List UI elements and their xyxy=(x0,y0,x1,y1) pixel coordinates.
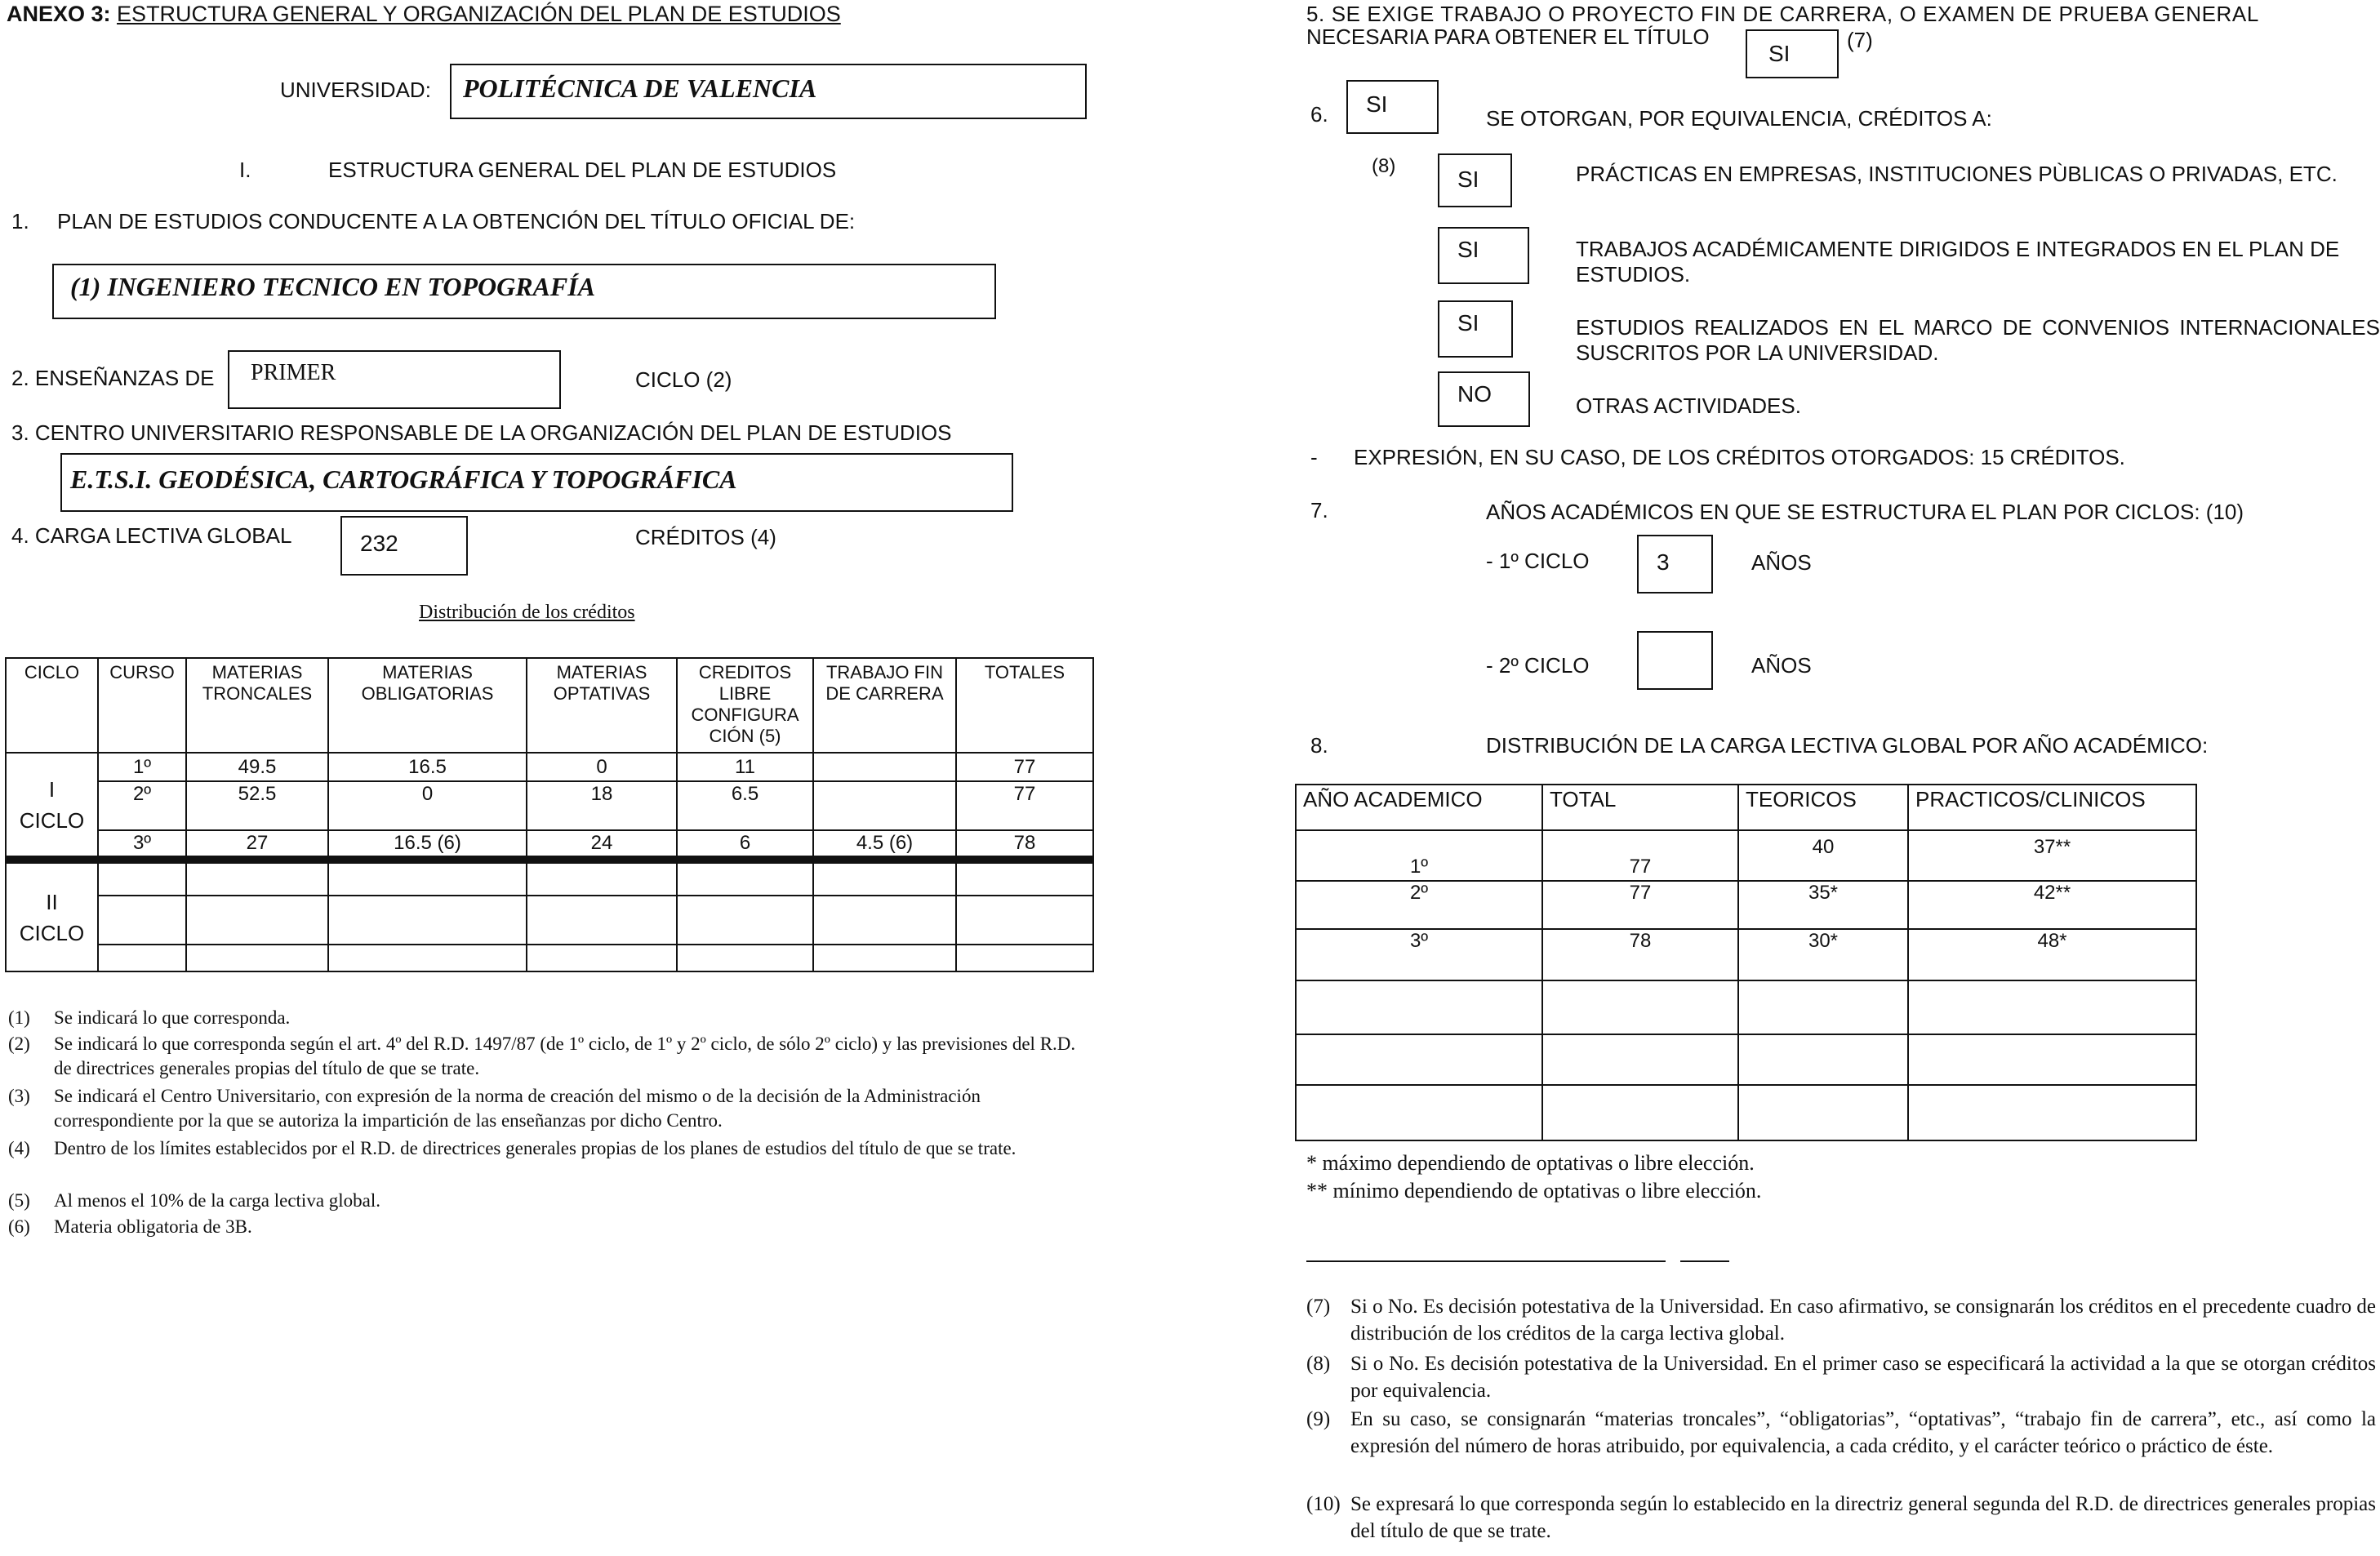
table-cell xyxy=(1738,1034,1908,1085)
universidad-field xyxy=(450,64,1087,119)
table-cell xyxy=(328,896,527,945)
header-total: TOTAL xyxy=(1542,785,1738,830)
table-row xyxy=(1296,1085,2196,1140)
table-cell: 18 xyxy=(527,781,677,830)
left-note-6 xyxy=(8,1215,1086,1239)
q5-line2: NECESARIA PARA OBTENER EL TÍTULO xyxy=(1306,24,1710,49)
table-cell: 77 xyxy=(956,753,1093,781)
table-cell xyxy=(1296,980,1542,1034)
universidad-value: POLITÉCNICA DE VALENCIA xyxy=(463,73,817,103)
table-cell xyxy=(677,860,813,896)
table-cell xyxy=(98,945,186,971)
table-cell: 2º xyxy=(1296,881,1542,929)
note-number: (2) xyxy=(8,1034,30,1054)
table-cell xyxy=(956,896,1093,945)
table-cell xyxy=(1296,1034,1542,1085)
otras-field xyxy=(1438,371,1530,427)
table-cell xyxy=(1738,1085,1908,1140)
header-ano-academico: AÑO ACADEMICO xyxy=(1296,785,1542,830)
table-cell: 6.5 xyxy=(677,781,813,830)
titulo-value: (1) INGENIERO TECNICO EN TOPOGRAFÍA xyxy=(70,272,596,301)
table-cell: 42** xyxy=(1908,881,2196,929)
table-cell xyxy=(813,896,956,945)
note-text: Se indicará lo que corresponda. xyxy=(54,1007,291,1028)
table-row xyxy=(1296,929,2196,980)
table-cell xyxy=(1738,980,1908,1034)
note-number: (8) xyxy=(1306,1353,1331,1375)
title-text: ESTRUCTURA GENERAL Y ORGANIZACIÓN DEL PLAN DE ESTUDIOS xyxy=(117,2,841,26)
header-totales: TOTALES xyxy=(956,658,1093,753)
table-cell: 6 xyxy=(677,830,813,860)
left-note-1 xyxy=(8,1006,1086,1030)
trabajos-value: SI xyxy=(1457,237,1479,262)
q8-label: DISTRIBUCIÓN DE LA CARGA LECTIVA GLOBAL POR AÑO ACADÉMICO: xyxy=(1486,733,2209,758)
practicas-text: PRÁCTICAS EN EMPRESAS, INSTITUCIONES PÙBLICAS O PRIVADAS, ETC. xyxy=(1576,162,2338,186)
table-cell: 11 xyxy=(677,753,813,781)
header-troncales: MATERIAS TRONCALES xyxy=(186,658,328,753)
header-curso: CURSO xyxy=(98,658,186,753)
ciclo1-years-value: 3 xyxy=(1657,549,1670,575)
table-cell xyxy=(813,753,956,781)
ciclo2-years-field xyxy=(1637,631,1713,690)
asterisk-note-1: * máximo dependiendo de optativas o libre elección. xyxy=(1306,1151,1755,1175)
header-practicos: PRACTICOS/CLINICOS xyxy=(1908,785,2196,830)
table-row xyxy=(6,860,1093,896)
trabajos-field xyxy=(1438,227,1529,284)
table-cell: 77 xyxy=(1542,881,1738,929)
ciclo-i-label: I CICLO xyxy=(6,753,98,860)
note-text: Al menos el 10% de la carga lectiva global. xyxy=(54,1190,381,1211)
note-text: Se indicará lo que corresponda según el art. 4º del R.D. 1497/87 (de 1º ciclo, de 1º y 2º ciclo, de sólo 2º ciclo) y las previsiones del R.D. de directrices generales propias del título de que se trate. xyxy=(54,1034,1076,1078)
table-cell xyxy=(677,945,813,971)
right-note-10 xyxy=(1306,1491,2376,1545)
table-cell xyxy=(1296,1085,1542,1140)
table-cell xyxy=(813,860,956,896)
note-number: (5) xyxy=(8,1190,30,1211)
estudios-text: ESTUDIOS REALIZADOS EN EL MARCO DE CONVENIOS INTERNACIONALES SUSCRITOS POR LA UNIVERSIDAD. xyxy=(1576,315,2380,365)
note-number: (10) xyxy=(1306,1493,1341,1515)
centro-field xyxy=(60,453,1013,512)
table-cell xyxy=(328,945,527,971)
table-cell: 77 xyxy=(956,781,1093,830)
table-cell xyxy=(1908,1034,2196,1085)
section-i-number: I. xyxy=(239,158,251,182)
table-row xyxy=(6,830,1093,860)
right-note-9 xyxy=(1306,1406,2376,1460)
ciclo-ii-label: II CICLO xyxy=(6,860,98,971)
table-cell: 49.5 xyxy=(186,753,328,781)
footnote-separator xyxy=(1306,1260,1666,1262)
carga-value: 232 xyxy=(360,531,398,556)
table-cell xyxy=(186,896,328,945)
q1-number: 1. xyxy=(11,209,29,233)
table-row xyxy=(1296,980,2196,1034)
q8-number: 8. xyxy=(1310,733,1328,758)
header-optativas: MATERIAS OPTATIVAS xyxy=(527,658,677,753)
note-text: Materia obligatoria de 3B. xyxy=(54,1216,252,1237)
q2-suffix: CICLO (2) xyxy=(635,367,732,392)
table-cell: 3º xyxy=(1296,929,1542,980)
table-cell: 27 xyxy=(186,830,328,860)
q5-ref: (7) xyxy=(1847,28,1873,52)
ciclo2-label: - 2º CICLO xyxy=(1486,653,1590,678)
table-cell: 78 xyxy=(956,830,1093,860)
section-i-title: ESTRUCTURA GENERAL DEL PLAN DE ESTUDIOS xyxy=(328,158,837,182)
universidad-label: UNIVERSIDAD: xyxy=(280,78,431,102)
table-cell: 4.5 (6) xyxy=(813,830,956,860)
table-cell xyxy=(813,945,956,971)
distribution-caption: Distribución de los créditos xyxy=(419,602,635,623)
header-obligatorias: MATERIAS OBLIGATORIAS xyxy=(328,658,527,753)
note-text: Si o No. Es decisión potestativa de la Universidad. En el primer caso se especificará la actividad a la que se otorgan créditos por equivalencia. xyxy=(1350,1353,2376,1402)
titulo-field xyxy=(52,264,996,319)
table-cell xyxy=(527,896,677,945)
ciclo1-label: - 1º CICLO xyxy=(1486,549,1590,573)
note-text: En su caso, se consignarán “materias troncales”, “obligatorias”, “optativas”, “trabajo fin de carrera”, etc., así como la expresión del número de horas atribuido, por equivalencia, a cada crédito, y el carácter teórico o práctico de éste. xyxy=(1350,1408,2376,1457)
centro-value: E.T.S.I. GEODÉSICA, CARTOGRÁFICA Y TOPOGRÁFICA xyxy=(70,465,737,494)
table-cell xyxy=(98,860,186,896)
table-cell: 2º xyxy=(98,781,186,830)
table-cell: 77 xyxy=(1542,830,1738,881)
table-cell: 37** xyxy=(1908,830,2196,881)
header-trabajo-fin-carrera: TRABAJO FIN DE CARRERA xyxy=(813,658,956,753)
equivalencia-value: SI xyxy=(1366,91,1388,117)
estudios-field xyxy=(1438,300,1513,358)
right-note-8 xyxy=(1306,1350,2376,1404)
left-note-5 xyxy=(8,1189,1086,1213)
header-teoricos: TEORICOS xyxy=(1738,785,1908,830)
note-text: Se indicará el Centro Universitario, con expresión de la norma de creación del mismo o de la decisión de la Administración correspondiente por la que se autoriza la impartición de las enseñanzas por dicho Centro. xyxy=(54,1086,981,1131)
ensenanzas-value: PRIMER xyxy=(251,360,336,385)
note-number: (6) xyxy=(8,1216,30,1237)
table-cell: 48* xyxy=(1908,929,2196,980)
note-number: (7) xyxy=(1306,1296,1331,1318)
ciclo1-years-field xyxy=(1637,535,1713,594)
table-cell xyxy=(1908,1085,2196,1140)
note-text: Se expresará lo que corresponda según lo establecido en la directriz general segunda del R.D. de directrices generales propias del título de que se trate. xyxy=(1350,1493,2376,1542)
q5-line1: 5. SE EXIGE TRABAJO O PROYECTO FIN DE CARRERA, O EXAMEN DE PRUEBA GENERAL xyxy=(1306,2,2259,26)
table-cell: 16.5 xyxy=(328,753,527,781)
otras-text: OTRAS ACTIVIDADES. xyxy=(1576,393,1801,418)
q4-label: 4. CARGA LECTIVA GLOBAL xyxy=(11,523,292,548)
q4-suffix: CRÉDITOS (4) xyxy=(635,525,776,549)
table-cell xyxy=(956,945,1093,971)
table-cell xyxy=(186,860,328,896)
expresion-dash: - xyxy=(1310,445,1318,469)
q7-number: 7. xyxy=(1310,498,1328,522)
ciclo1-unit: AÑOS xyxy=(1751,550,1812,575)
table-cell xyxy=(527,860,677,896)
table-cell xyxy=(527,945,677,971)
table-row xyxy=(6,945,1093,971)
table-cell: 1º xyxy=(1296,830,1542,881)
table-row xyxy=(1296,881,2196,929)
q7-label: AÑOS ACADÉMICOS EN QUE SE ESTRUCTURA EL PLAN POR CICLOS: (10) xyxy=(1486,500,2244,524)
table-row xyxy=(1296,1034,2196,1085)
expresion-text: EXPRESIÓN, EN SU CASO, DE LOS CRÉDITOS OTORGADOS: 15 CRÉDITOS. xyxy=(1354,445,2125,469)
table-cell xyxy=(186,945,328,971)
table-row xyxy=(1296,830,2196,881)
otras-value: NO xyxy=(1457,381,1492,407)
distribution-table xyxy=(5,657,1094,972)
anexo-label: ANEXO 3: xyxy=(7,2,111,26)
q6-number: 6. xyxy=(1310,102,1328,127)
table-cell xyxy=(1542,1085,1738,1140)
note-number: (1) xyxy=(8,1007,30,1028)
titulo-exam-value: SI xyxy=(1768,41,1791,66)
note-text: Dentro de los límites establecidos por el R.D. de directrices generales propias de los planes de estudios del título de que se trate. xyxy=(54,1138,1017,1158)
table-cell xyxy=(677,896,813,945)
note-number: (4) xyxy=(8,1138,30,1158)
table-cell: 0 xyxy=(328,781,527,830)
table-cell: 3º xyxy=(98,830,186,860)
document-title xyxy=(7,2,841,27)
table-cell: 0 xyxy=(527,753,677,781)
table-row xyxy=(6,896,1093,945)
table-cell: 78 xyxy=(1542,929,1738,980)
footnote-separator-short xyxy=(1680,1260,1729,1262)
table-row xyxy=(6,781,1093,830)
q1-label: PLAN DE ESTUDIOS CONDUCENTE A LA OBTENCIÓN DEL TÍTULO OFICIAL DE: xyxy=(57,209,856,233)
table-cell: 16.5 (6) xyxy=(328,830,527,860)
table-cell: 52.5 xyxy=(186,781,328,830)
titulo-exam-field xyxy=(1746,29,1839,78)
table-cell: 40 xyxy=(1738,830,1908,881)
table-cell xyxy=(98,896,186,945)
right-note-7 xyxy=(1306,1293,2376,1347)
table-cell: 1º xyxy=(98,753,186,781)
table-cell xyxy=(1908,980,2196,1034)
left-note-2 xyxy=(8,1032,1086,1081)
equivalencia-field xyxy=(1346,80,1439,134)
table-cell xyxy=(813,781,956,830)
asterisk-note-2: ** mínimo dependiendo de optativas o libre elección. xyxy=(1306,1179,1762,1203)
carga-field xyxy=(340,516,468,576)
q6-ref: (8) xyxy=(1372,155,1396,177)
table-row xyxy=(6,753,1093,781)
table-cell: 30* xyxy=(1738,929,1908,980)
left-note-4 xyxy=(8,1136,1086,1161)
table-cell: 35* xyxy=(1738,881,1908,929)
trabajos-text: TRABAJOS ACADÉMICAMENTE DIRIGIDOS E INTEGRADOS EN EL PLAN DE ESTUDIOS. xyxy=(1576,237,2340,287)
note-text: Si o No. Es decisión potestativa de la Universidad. En caso afirmativo, se consignarán los créditos en el precedente cuadro de distribución de los créditos de la carga lectiva global. xyxy=(1350,1296,2376,1345)
q3-label: 3. CENTRO UNIVERSITARIO RESPONSABLE DE LA ORGANIZACIÓN DEL PLAN DE ESTUDIOS xyxy=(11,420,952,445)
note-number: (3) xyxy=(8,1086,30,1106)
q2-label: 2. ENSEÑANZAS DE xyxy=(11,366,215,390)
ciclo2-unit: AÑOS xyxy=(1751,653,1812,678)
table-cell xyxy=(328,860,527,896)
practicas-field xyxy=(1438,153,1512,207)
table-cell xyxy=(1542,980,1738,1034)
annual-load-table xyxy=(1295,784,2197,1141)
practicas-value: SI xyxy=(1457,167,1479,192)
table-cell xyxy=(956,860,1093,896)
ensenanzas-field xyxy=(228,350,561,409)
left-note-3 xyxy=(8,1084,1086,1133)
header-libre-configuracion: CREDITOS LIBRE CONFIGURA CIÓN (5) xyxy=(677,658,813,753)
header-ciclo: CICLO xyxy=(6,658,98,753)
q6-label: SE OTORGAN, POR EQUIVALENCIA, CRÉDITOS A: xyxy=(1486,106,1992,131)
note-number: (9) xyxy=(1306,1408,1331,1430)
estudios-value: SI xyxy=(1457,310,1479,336)
table-cell xyxy=(1542,1034,1738,1085)
table-cell: 24 xyxy=(527,830,677,860)
